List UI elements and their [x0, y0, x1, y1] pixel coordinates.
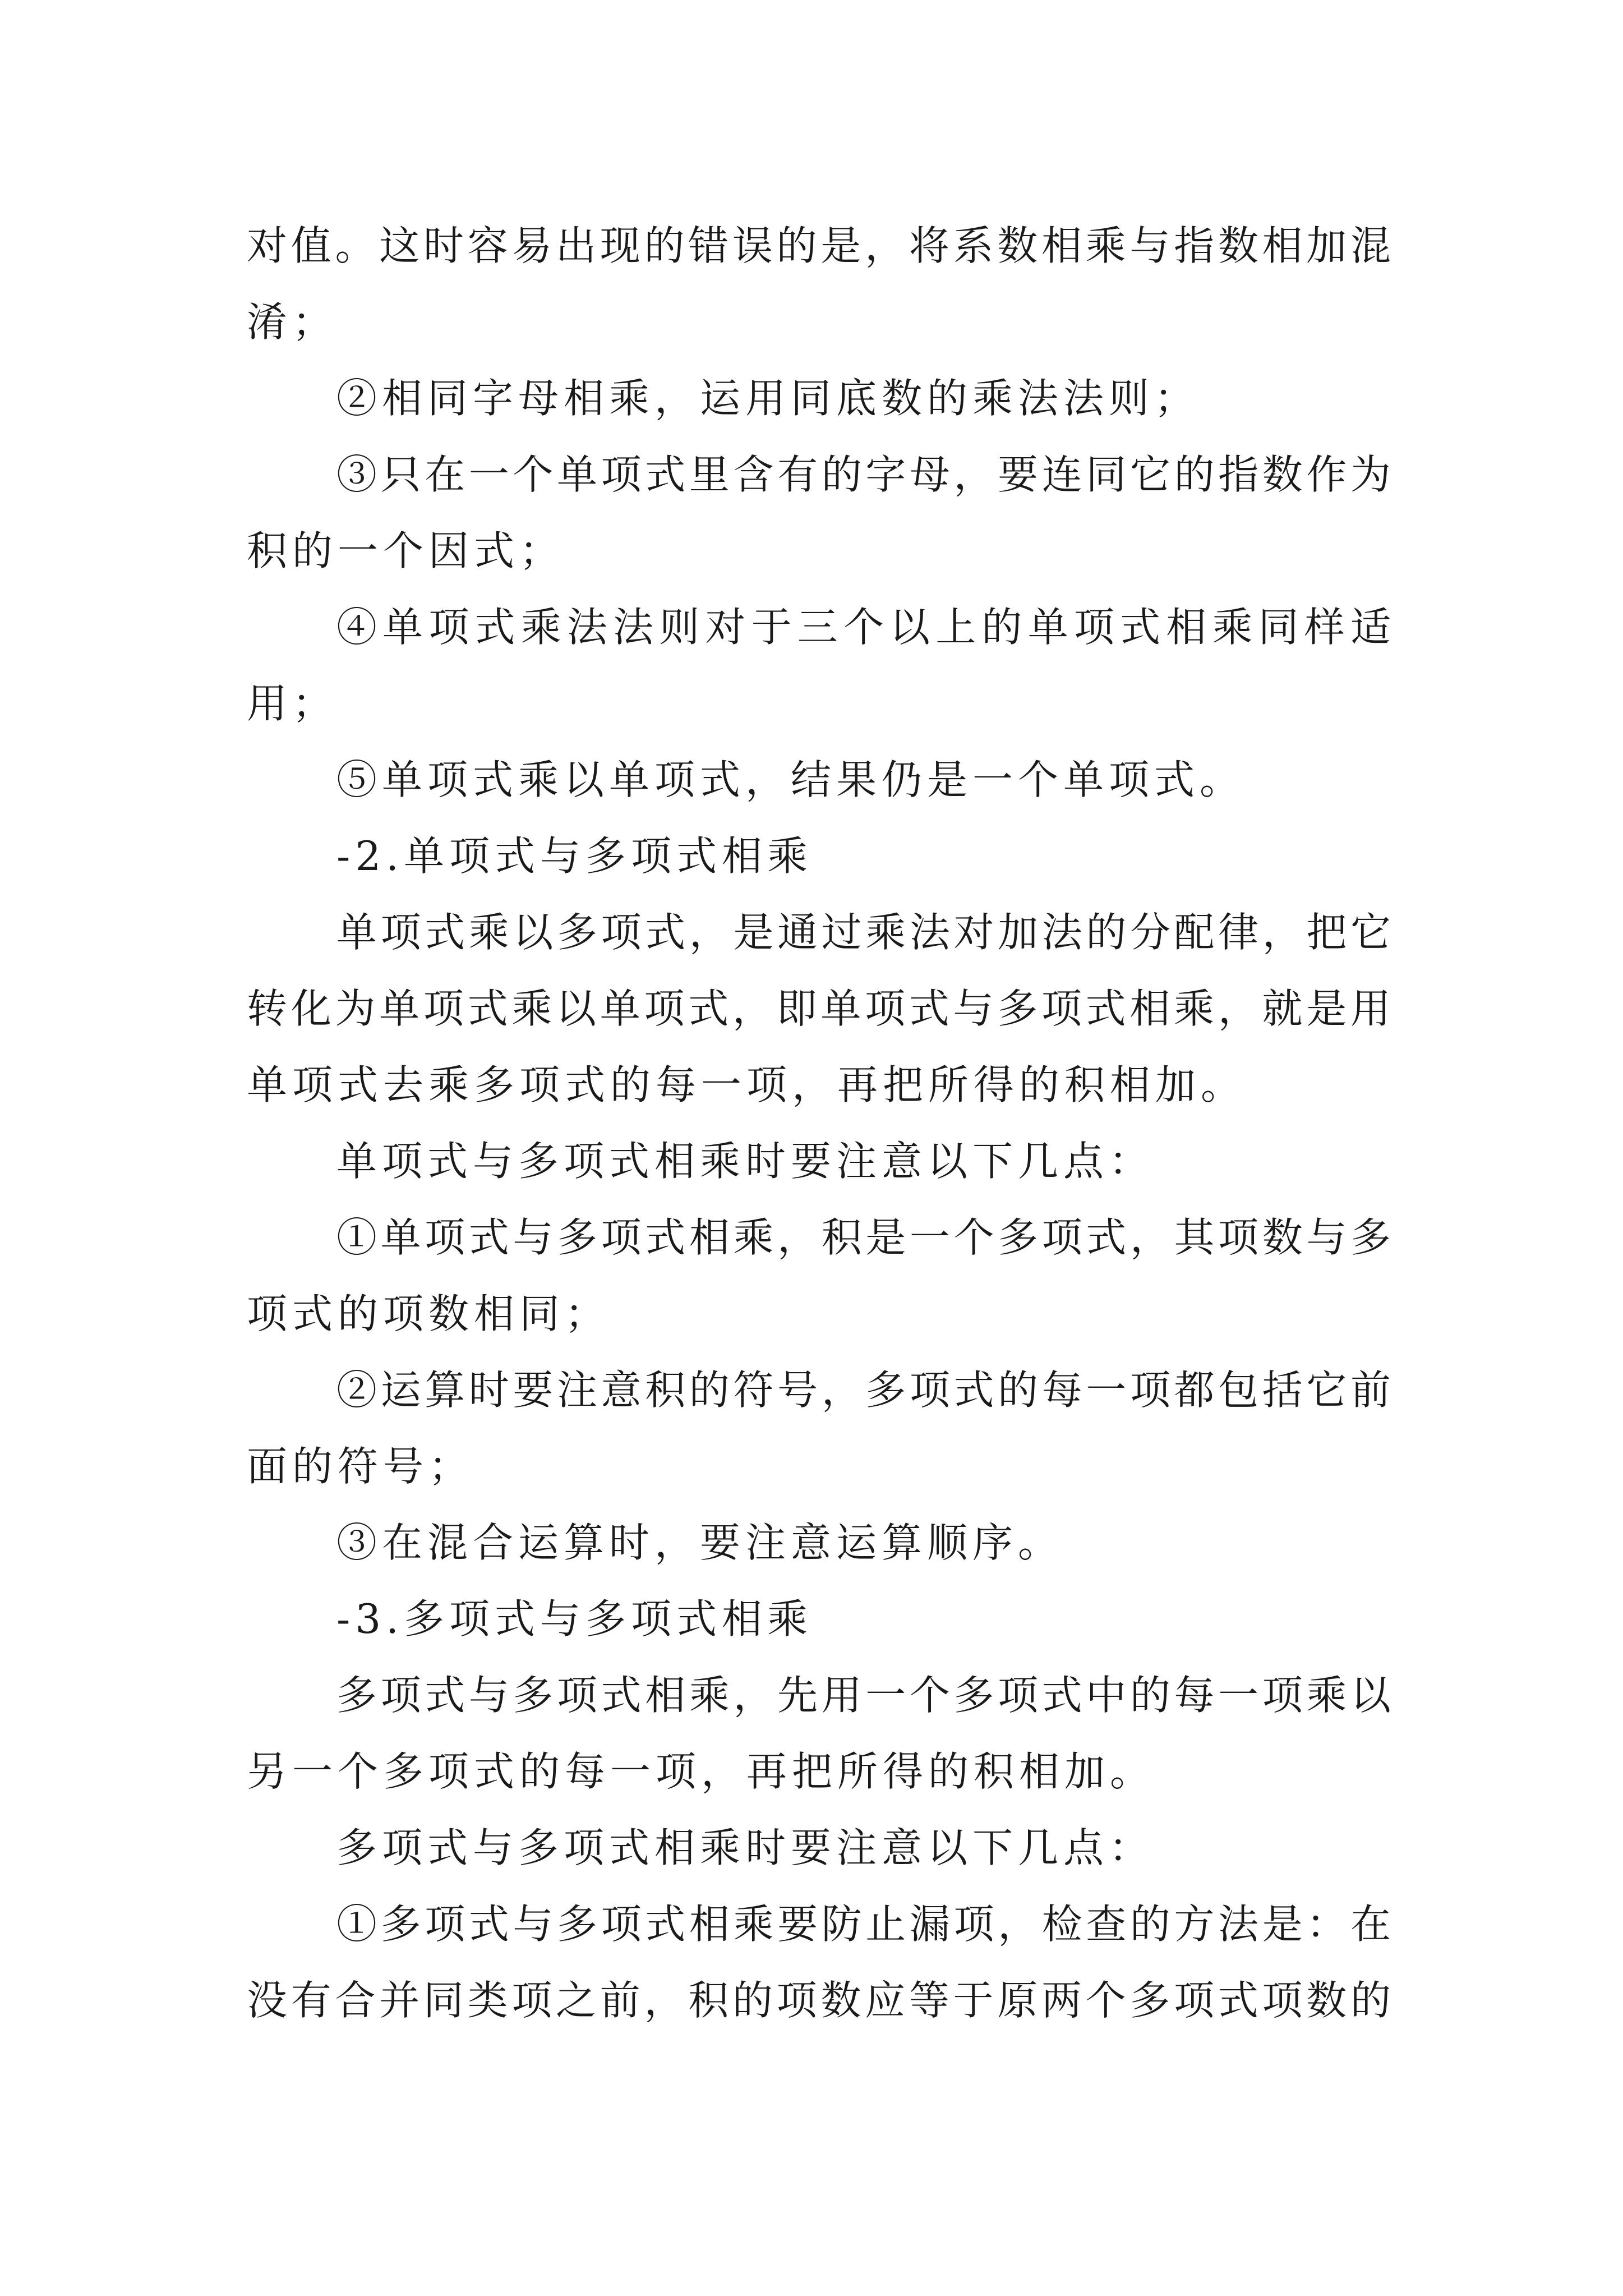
list-item: ①多项式与多项式相乘要防止漏项，检查的方法是：在 — [336, 1901, 1391, 1948]
text-line: 对值。这时容易出现的错误的是，将系数相乘与指数相加混 — [247, 222, 1391, 269]
text-line: 项式的项数相同； — [247, 1290, 611, 1337]
section-heading: -3.多项式与多项式相乘 — [336, 1595, 813, 1642]
text-line: 面的符号； — [247, 1443, 474, 1490]
paragraph-line: 转化为单项式乘以单项式，即单项式与多项式相乘，就是用 — [247, 985, 1391, 1032]
text-line: 积的一个因式； — [247, 527, 565, 574]
list-item: ④单项式乘法法则对于三个以上的单项式相乘同样适 — [336, 604, 1391, 651]
text-line: 淆； — [247, 298, 338, 346]
list-item: ⑤单项式乘以单项式，结果仍是一个单项式。 — [336, 756, 1246, 803]
paragraph-line: 单项式与多项式相乘时要注意以下几点： — [336, 1138, 1155, 1185]
list-item: ③只在一个单项式里含有的字母，要连同它的指数作为 — [336, 451, 1391, 498]
list-item: ②相同字母相乘，运用同底数的乘法法则； — [336, 375, 1200, 422]
paragraph-line: 单项式去乘多项式的每一项，再把所得的积相加。 — [247, 1061, 1247, 1108]
document-body — [247, 208, 1391, 2039]
paragraph-line: 单项式乘以多项式，是通过乘法对加法的分配律，把它 — [336, 909, 1391, 956]
paragraph-line: 另一个多项式的每一项，再把所得的积相加。 — [247, 1748, 1156, 1795]
section-heading: -2.单项式与多项式相乘 — [336, 832, 813, 880]
text-line: 用； — [247, 680, 338, 727]
list-item: ③在混合运算时，要注意运算顺序。 — [336, 1519, 1064, 1566]
paragraph-line: 多项式与多项式相乘时要注意以下几点： — [336, 1824, 1155, 1871]
list-item: ①单项式与多项式相乘，积是一个多项式，其项数与多 — [336, 1214, 1391, 1261]
list-item: ②运算时要注意积的符号，多项式的每一项都包括它前 — [336, 1366, 1391, 1414]
paragraph-line: 多项式与多项式相乘，先用一个多项式中的每一项乘以 — [336, 1672, 1391, 1719]
text-line: 没有合并同类项之前，积的项数应等于原两个多项式项数的 — [247, 1977, 1391, 2024]
